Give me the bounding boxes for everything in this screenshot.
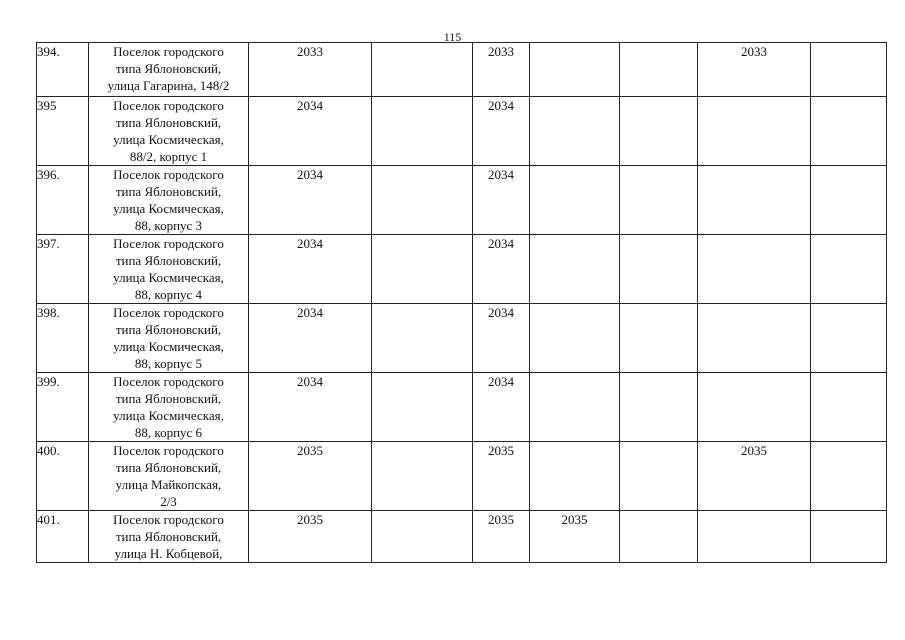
year-cell [698,166,811,235]
year-cell [530,373,620,442]
year-value: 2034 [297,305,323,320]
table-row [37,97,887,166]
year-cell [530,511,620,563]
year-cell [530,442,620,511]
year-cell [698,511,811,563]
address-line: улица Н. Кобцевой, [114,546,223,561]
address-line: улица Космическая, [113,132,224,147]
year-cell [620,43,698,97]
table-row [37,43,887,97]
year-cell [249,43,372,97]
year-cell [698,97,811,166]
address-line: типа Яблоновский, [115,115,222,130]
year-cell [473,304,530,373]
year-cell [249,304,372,373]
year-cell [620,442,698,511]
table-row [37,304,887,373]
year-cell [620,304,698,373]
address-line: Поселок городского [113,512,224,527]
year-cell [249,97,372,166]
year-cell [620,511,698,563]
year-value: 2033 [488,44,514,59]
year-cell [698,373,811,442]
address-line: 2/3 [160,494,177,509]
address-line: улица Космическая, [113,408,224,423]
table-row [37,235,887,304]
year-cell [473,97,530,166]
row-number: 398. [37,304,89,373]
address-cell [89,235,249,304]
address-line: улица Гагарина, 148/2 [107,78,230,93]
year-value: 2035 [741,443,767,458]
year-cell [249,511,372,563]
row-number: 399. [37,373,89,442]
year-cell [473,373,530,442]
year-value: 2034 [297,374,323,389]
schedule-table [36,42,887,563]
year-cell [530,97,620,166]
year-cell [249,373,372,442]
address-cell [89,97,249,166]
address-cell [89,43,249,97]
year-value: 2033 [741,44,767,59]
year-value: 2034 [488,167,514,182]
year-cell [811,43,887,97]
year-cell [530,43,620,97]
address-line: улица Космическая, [113,270,224,285]
year-cell [372,235,473,304]
year-value: 2034 [488,98,514,113]
address-line: 88, корпус 5 [134,356,203,371]
year-cell [473,442,530,511]
year-cell [811,373,887,442]
year-value: 2034 [297,98,323,113]
address-line: Поселок городского [113,443,224,458]
address-line: Поселок городского [113,305,224,320]
year-cell [811,97,887,166]
year-cell [698,235,811,304]
year-cell [698,442,811,511]
year-cell [530,235,620,304]
year-cell [811,304,887,373]
page-number: 115 [443,30,462,44]
row-number: 395 [37,97,89,166]
address-line: 88/2, корпус 1 [129,149,208,164]
address-line: Поселок городского [113,374,224,389]
year-cell [372,373,473,442]
year-cell [249,166,372,235]
year-cell [372,43,473,97]
address-line: 88, корпус 6 [134,425,203,440]
year-cell [249,235,372,304]
year-cell [473,43,530,97]
year-cell [473,235,530,304]
address-line: улица Космическая, [113,339,224,354]
address-line: 88, корпус 3 [134,218,203,233]
address-line: Поселок городского [113,236,224,251]
address-line: типа Яблоновский, [115,529,222,544]
year-cell [249,442,372,511]
year-cell [620,97,698,166]
address-line: Поселок городского [113,98,224,113]
year-value: 2034 [488,236,514,251]
address-cell [89,442,249,511]
year-cell [372,97,473,166]
address-line: типа Яблоновский, [115,391,222,406]
address-line: Поселок городского [113,167,224,182]
year-value: 2034 [488,374,514,389]
year-cell [372,442,473,511]
address-cell [89,511,249,563]
year-cell [811,511,887,563]
address-line: типа Яблоновский, [115,61,222,76]
address-line: улица Космическая, [113,201,224,216]
year-value: 2035 [561,512,588,527]
address-line: улица Майкопская, [115,477,222,492]
year-cell [372,511,473,563]
year-cell [811,235,887,304]
year-cell [530,304,620,373]
year-cell [698,43,811,97]
address-line: типа Яблоновский, [115,253,222,268]
year-value: 2034 [488,305,514,320]
year-cell [372,166,473,235]
year-value: 2035 [297,443,323,458]
year-value: 2035 [297,512,323,527]
year-cell [372,304,473,373]
table-row [37,166,887,235]
row-number: 400. [37,442,89,511]
table-row [37,442,887,511]
year-cell [473,166,530,235]
address-cell [89,166,249,235]
address-line: типа Яблоновский, [115,460,222,475]
year-cell [473,511,530,563]
year-cell [620,373,698,442]
year-value: 2035 [488,443,514,458]
address-line: типа Яблоновский, [115,322,222,337]
year-value: 2033 [297,44,323,59]
year-cell [698,304,811,373]
year-cell [620,235,698,304]
year-value: 2035 [488,512,514,527]
year-cell [811,442,887,511]
address-line: типа Яблоновский, [115,184,222,199]
year-cell [530,166,620,235]
year-value: 2034 [297,167,323,182]
table-row [37,373,887,442]
table-row [37,511,887,563]
row-number: 401. [37,511,89,563]
year-value: 2034 [297,236,323,251]
row-number: 397. [37,235,89,304]
row-number: 396. [37,166,89,235]
address-cell [89,304,249,373]
address-line: 88, корпус 4 [134,287,203,302]
address-cell [89,373,249,442]
year-cell [620,166,698,235]
year-cell [811,166,887,235]
address-line: Поселок городского [113,44,224,59]
row-number: 394. [37,43,89,97]
